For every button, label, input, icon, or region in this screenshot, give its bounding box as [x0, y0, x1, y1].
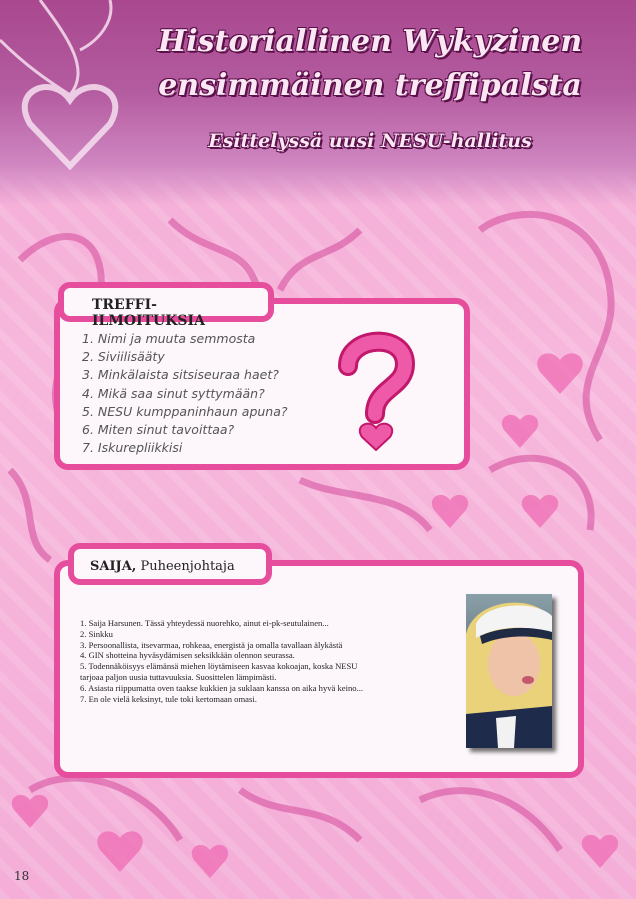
question-item: 5. NESU kumppaninhaun apuna?: [82, 403, 288, 419]
answer-item: 3. Persoonallista, itsevarmaa, rohkeaa, energistä ja omalla tavallaan älykästä: [80, 639, 343, 650]
answer-item: 1. Saija Harsunen. Tässä yhteydessä nuorehko, ainut ei-pk-seutulainen...: [80, 618, 329, 628]
question-item: 4. Mikä saa sinut syttymään?: [82, 385, 265, 401]
question-item: 6. Miten sinut tavoittaa?: [82, 422, 235, 438]
question-item: 1. Nimi ja muuta semmosta: [82, 331, 256, 346]
answer-item: 6. Asiasta riippumatta oven taakse kukkien ja suklaan kanssa on aika hyvä keino...: [80, 682, 364, 693]
answer-item: 4. GIN shotteina hyväsydämisen seksikkään olennon seurassa.: [80, 650, 295, 661]
question-item: 3. Minkälaista sitsiseuraa haet?: [82, 367, 279, 383]
header-banner: [0, 0, 636, 205]
profile-role: Puheenjohtaja: [140, 559, 235, 574]
profile-answers-list: [80, 618, 460, 704]
question-mark-heart-icon: [330, 326, 420, 451]
profile-name: SAIJA,: [90, 559, 137, 574]
profile-photo: [466, 594, 552, 748]
answer-item: 5. Todennäköisyys elämänsä miehen löytämiseen kasvaa kokoajan, koska NESU: [80, 661, 358, 672]
page-title-line-1: Historiallinen Wykyzinen: [157, 24, 583, 59]
question-item: 7. Iskurepliikkisi: [82, 440, 183, 456]
profile-heading: [68, 543, 272, 585]
answer-item: tarjoaa paljon uusia tuttavuuksia. Suosittelen lämpimästi.: [80, 671, 277, 682]
answer-item: 2. Sinkku: [80, 628, 113, 639]
question-item: 2. Siviilisääty: [82, 349, 165, 365]
questions-list: [82, 330, 288, 457]
page-number: 18: [14, 869, 30, 883]
page-title-line-2: ensimmäinen treffipalsta: [158, 68, 582, 103]
page-subtitle: Esittelyssä uusi NESU-hallitus: [208, 130, 532, 152]
questions-heading: TREFFI-ILMOITUKSIA: [58, 282, 274, 322]
answer-item: 7. En ole vielä keksinyt, tule toki kertomaan omasi.: [80, 693, 257, 704]
